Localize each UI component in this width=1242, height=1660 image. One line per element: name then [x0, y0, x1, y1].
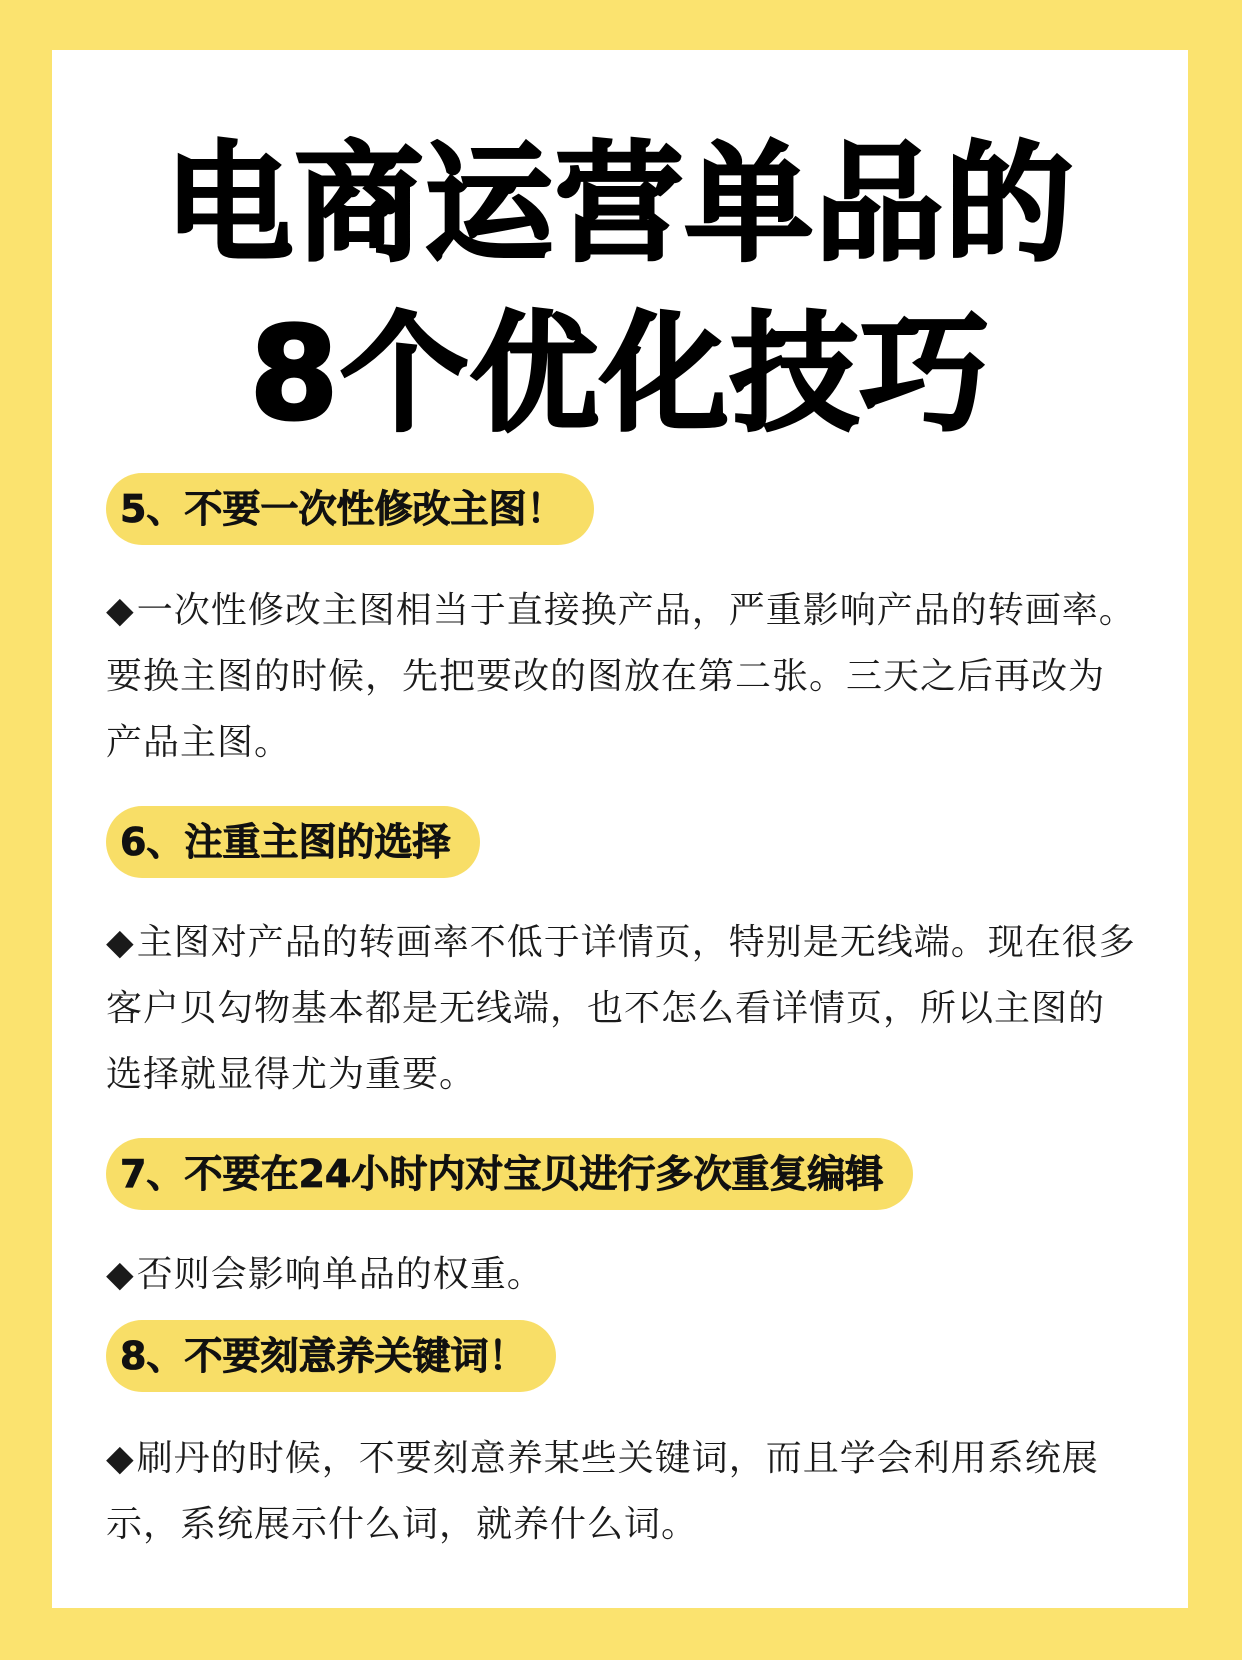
tip-7-text: 否则会影响单品的权重。 — [136, 1254, 544, 1295]
tip-5-text: 一次性修改主图相当于直接换产品，严重影响产品的转画率。要换主图的时候，先把要改的图放在第二张。三天之后再改为产品主图。 — [106, 590, 1136, 763]
page-title-line2: 8个优化技巧 — [249, 300, 991, 449]
diamond-bullet-icon: ◆ — [106, 590, 135, 631]
tip-8-body — [106, 1426, 1136, 1558]
content-card — [52, 50, 1188, 1608]
tip-5-header: 5、不要一次性修改主图！ — [106, 473, 594, 545]
tip-8-header: 8、不要刻意养关键词！ — [106, 1320, 556, 1392]
tip-6-body — [106, 910, 1136, 1108]
tip-6-header: 6、注重主图的选择 — [106, 806, 480, 878]
tip-7-header: 7、不要在24小时内对宝贝进行多次重复编辑 — [106, 1138, 913, 1210]
diamond-bullet-icon: ◆ — [106, 1438, 135, 1479]
tip-7-body — [106, 1242, 1136, 1308]
diamond-bullet-icon: ◆ — [106, 1254, 135, 1295]
diamond-bullet-icon: ◆ — [106, 922, 135, 963]
tip-5-body — [106, 578, 1136, 776]
tip-6-text: 主图对产品的转画率不低于详情页，特别是无线端。现在很多客户贝勾物基本都是无线端，也不怎么看详情页，所以主图的选择就显得尤为重要。 — [106, 922, 1136, 1095]
page-title-line1: 电商运营单品的 — [164, 130, 1075, 279]
tip-8-text: 刷丹的时候，不要刻意养某些关键词，而且学会利用系统展示，系统展示什么词，就养什么词。 — [106, 1438, 1099, 1545]
